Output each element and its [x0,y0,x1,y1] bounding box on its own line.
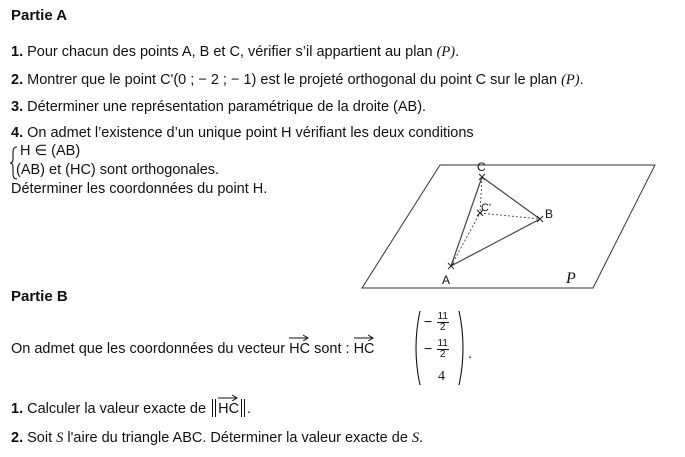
figure-plane-triangle [360,155,660,295]
question-number: 2. [11,430,24,446]
area-symbol: S [56,430,64,446]
point-c-marker [479,174,485,180]
question-number: 3. [11,99,24,115]
label-c: C [477,160,486,174]
punctuation: . [579,72,584,88]
question-number: 1. [11,401,24,417]
norm-right [241,399,245,417]
question-text: Soit [27,430,57,446]
question-number: 4. [11,125,24,141]
sign: − [424,314,433,331]
vector-hc-2 [354,341,375,357]
plane-symbol: (P) [436,44,456,60]
plane-p [362,165,655,288]
vector-name: HC [289,341,311,357]
vector-arrow-icon [289,334,309,341]
punctuation: . [419,430,424,446]
question-text-2: l'aire du triangle ABC. Déterminer la valeur exacte de [63,430,412,446]
right-paren [458,310,468,386]
part-b-question-1 [11,399,251,417]
coord-y [424,339,449,360]
punctuation: . [247,401,252,417]
condition-2: (AB) et (HC) sont orthogonales. [16,162,220,178]
area-symbol-2: S [411,430,420,446]
point-b-marker [537,216,543,222]
vector-arrow-icon [218,394,238,401]
vector-arrow-icon [354,334,374,341]
intro-text: On admet que les coordonnées du vecteur [11,341,290,357]
point-a-marker [448,263,454,269]
question-text: Déterminer une représentation paramétrique de la droite (AB). [27,99,427,115]
fraction: $\frac{11}{2}$ [437,311,448,333]
part-b-question-2 [11,430,423,447]
label-plane-p: P [566,270,576,287]
vector-hc-norm [218,401,239,417]
coordinate-matrix [411,308,473,388]
fraction: $\frac{11}{2}$ [437,338,448,360]
part-a-question-4 [11,125,474,141]
left-paren [411,310,421,386]
part-a-question-4-ask: Déterminer les coordonnées du point H. [11,181,268,197]
matrix-period: . [468,346,473,362]
part-a-title: Partie A [11,7,68,24]
question-text: Calculer la valeur exacte de [27,401,211,417]
vector-hc [289,341,310,357]
plane-symbol: (P) [561,72,580,88]
part-a-question-1 [11,44,459,61]
question-text: Pour chacun des points A, B et C, vérifier s’il appartient au plan [27,44,437,60]
label-c-prime: C' [481,202,492,214]
part-a-question-2 [11,72,584,89]
question-text: Montrer que le point C'(0 ; − 2 ; − 1) est le projeté orthogonal du point C sur le plan [27,72,562,88]
coord-x [424,312,449,333]
sign: − [424,341,433,358]
question-number: 2. [11,72,24,88]
sont-text: sont : [310,341,354,357]
part-b-intro [11,341,375,357]
label-a: A [442,273,451,287]
condition-1: H ∈ (AB) [20,143,81,159]
norm-left [212,399,216,417]
question-text: On admet l’existence d’un unique point H vérifiant les deux conditions [27,125,474,141]
vector-name: HC [353,341,375,357]
label-b: B [545,207,554,221]
punctuation: . [455,44,460,60]
part-b-title: Partie B [11,288,68,305]
question-number: 1. [11,44,24,60]
part-a-question-3 [11,99,426,115]
vector-name: HC [218,401,240,417]
coord-z: 4 [438,369,445,384]
